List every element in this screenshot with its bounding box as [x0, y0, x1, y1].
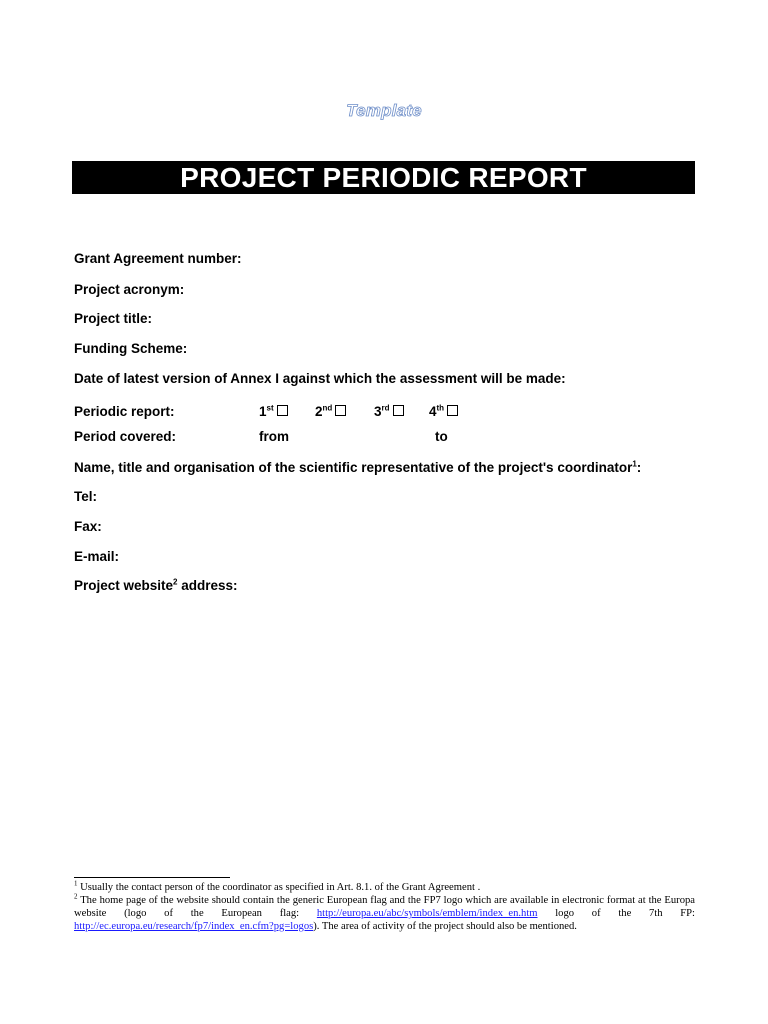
- periodic-option-number: 1: [259, 404, 267, 419]
- fp7-logo-link[interactable]: http://ec.europa.eu/research/fp7/index_en.cfm?pg=logos: [74, 921, 314, 932]
- periodic-option-suffix: st: [266, 403, 274, 413]
- footnote-2: [74, 894, 695, 933]
- european-flag-link[interactable]: http://europa.eu/abc/symbols/emblem/index_en.htm: [316, 908, 538, 919]
- representative-colon: :: [636, 460, 642, 475]
- period-covered-label: Period covered:: [74, 429, 177, 444]
- periodic-option-suffix: th: [436, 403, 445, 413]
- periodic-option-2: [315, 404, 346, 419]
- footnote-2-text-b: logo of the 7th FP:: [537, 908, 695, 919]
- footnote-2-mark: 2: [74, 892, 78, 901]
- periodic-option-number: 4: [429, 404, 437, 419]
- footnote-1-mark: 1: [74, 879, 78, 888]
- footnote-2-text-c: ). The area of activity of the project should also be mentioned.: [313, 921, 577, 932]
- project-title-label: Project title:: [74, 311, 153, 326]
- period-to-label: to: [435, 429, 448, 444]
- template-watermark-label: Template: [346, 101, 422, 120]
- periodic-option-number: 3: [374, 404, 382, 419]
- periodic-option-checkbox[interactable]: [447, 405, 458, 416]
- footnote-ref-2: 2: [173, 577, 178, 587]
- email-label: E-mail:: [74, 549, 120, 564]
- footnote-1-text: Usually the contact person of the coordinator as specified in Art. 8.1. of the Grant Agreement .: [77, 882, 481, 893]
- funding-scheme-label: Funding Scheme:: [74, 341, 188, 356]
- footnote-1: [74, 881, 695, 894]
- representative-text: Name, title and organisation of the scientific representative of the project's coordinator: [74, 460, 633, 475]
- website-label: [74, 578, 238, 593]
- representative-label: [74, 460, 641, 475]
- report-title: PROJECT PERIODIC REPORT: [72, 161, 695, 194]
- footnote-separator: [74, 877, 230, 878]
- fax-label: Fax:: [74, 519, 102, 534]
- annex-date-label: Date of latest version of Annex I against which the assessment will be made:: [74, 371, 566, 386]
- periodic-option-3: [374, 404, 404, 419]
- periodic-option-4: [429, 404, 458, 419]
- footnote-2-text-a: The home page of the website should contain the generic European flag and the FP7 logo which are available in electronic format at the Europa website (logo of the European flag:: [74, 895, 695, 919]
- periodic-option-checkbox[interactable]: [335, 405, 346, 416]
- tel-label: Tel:: [74, 489, 97, 504]
- periodic-option-suffix: nd: [322, 403, 333, 413]
- website-text: Project website: [74, 578, 174, 593]
- footnotes: [74, 881, 695, 933]
- periodic-option-suffix: rd: [381, 403, 390, 413]
- grant-agreement-label: Grant Agreement number:: [74, 251, 242, 266]
- period-from-label: from: [259, 429, 289, 444]
- periodic-option-checkbox[interactable]: [277, 405, 288, 416]
- project-acronym-label: Project acronym:: [74, 282, 185, 297]
- website-address-text: address:: [177, 578, 238, 593]
- periodic-option-1: [259, 404, 288, 419]
- periodic-option-number: 2: [315, 404, 323, 419]
- footnote-ref-1: 1: [632, 459, 637, 469]
- periodic-report-label: Periodic report:: [74, 404, 175, 419]
- periodic-option-checkbox[interactable]: [393, 405, 404, 416]
